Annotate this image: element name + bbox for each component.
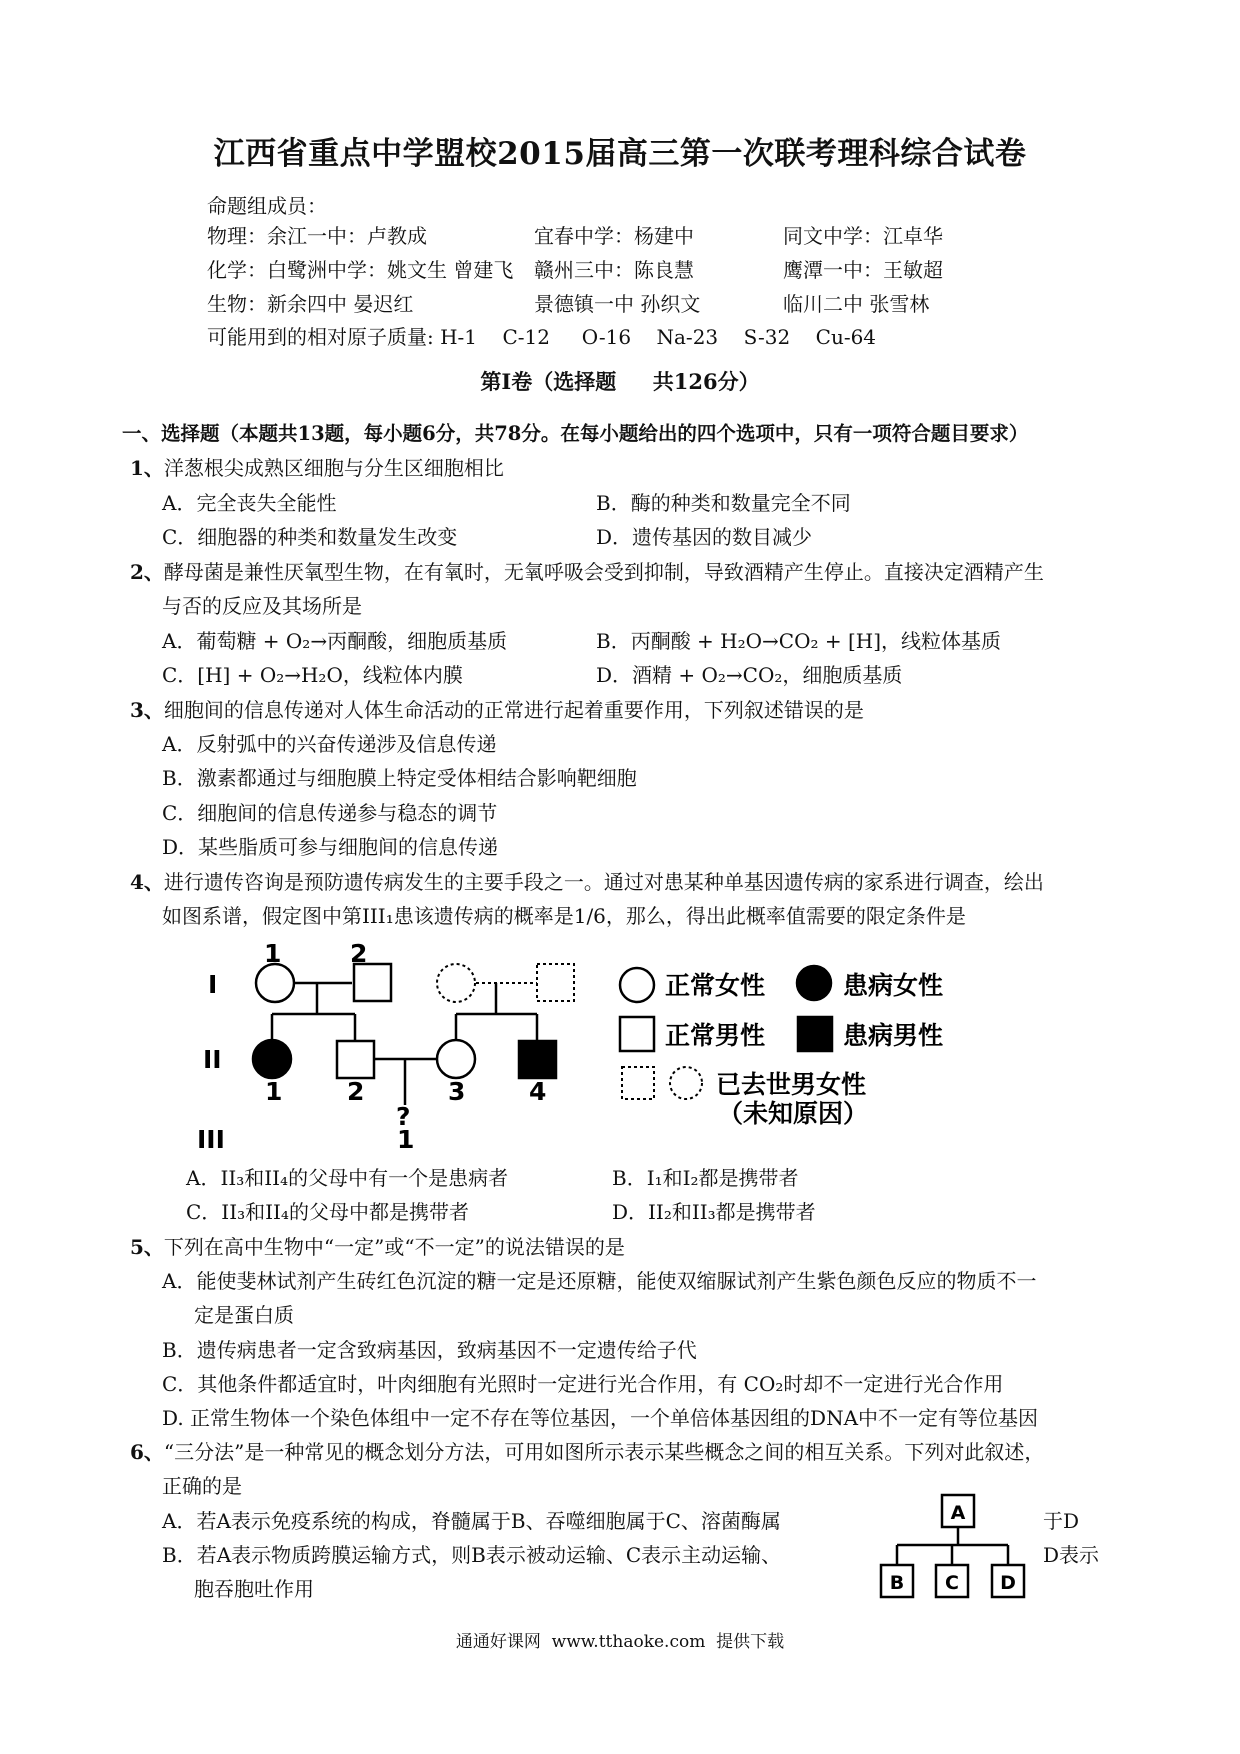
question-number: 1、 [130, 456, 164, 480]
q2-option-a: A．葡萄糖 + O₂→丙酮酸，细胞质基质 [162, 629, 508, 653]
pedigree-I1-normal-female [256, 964, 294, 1002]
question-number: 2、 [130, 560, 164, 584]
question-number: 4、 [130, 870, 164, 894]
committee-biology-1: 生物：新余四中 晏迟红 [207, 292, 414, 316]
question-number: 3、 [130, 698, 164, 722]
q1-option-b: B．酶的种类和数量完全不同 [596, 491, 851, 515]
question-text: 细胞间的信息传递对人体生命活动的正常进行起着重要作用，下列叙述错误的是 [163, 698, 864, 722]
pedigree-num-I2: 2 [350, 939, 368, 968]
question-6-stem [130, 1436, 1044, 1465]
legend-affected-female-symbol [797, 966, 831, 1000]
diagram-node-c: C [945, 1572, 959, 1594]
question-text: 洋葱根尖成熟区细胞与分生区细胞相比 [163, 456, 504, 480]
pedigree-num-II3: 3 [448, 1077, 466, 1106]
q4-option-c: C．II₃和II₄的父母中都是携带者 [186, 1200, 469, 1224]
atomic-masses: 可能用到的相对原子质量: H-1 C-12 O-16 Na-23 S-32 Cu-64 [207, 325, 877, 349]
committee-physics-3: 同文中学：江卓华 [783, 224, 943, 248]
legend-normal-female-symbol [620, 968, 654, 1002]
q4-option-b: B．I₁和I₂都是携带者 [612, 1166, 799, 1190]
pedigree-deceased-male [537, 964, 574, 1001]
three-way-classification-diagram [870, 1490, 1030, 1610]
pedigree-II2-normal-male [337, 1041, 374, 1078]
q1-option-a: A．完全丧失全能性 [162, 491, 337, 515]
footer-credit: 通通好课网 www.tthaoke.com 提供下载 [455, 1632, 785, 1652]
pedigree-num-II4: 4 [529, 1077, 547, 1106]
question-text: 酵母菌是兼性厌氧型生物，在有氧时，无氧呼吸会受到抑制，导致酒精产生停止。直接决定酒精产生 [163, 560, 1044, 584]
question-5-stem [130, 1231, 625, 1260]
question-4-stem-cont: 如图系谱，假定图中第III₁患该遗传病的概率是1/6，那么，得出此概率值需要的限定条件是 [162, 904, 966, 928]
legend-normal-male-label: 正常男性 [665, 1021, 766, 1050]
committee-biology-2: 景德镇一中 孙织文 [534, 292, 701, 316]
question-2-stem-cont: 与否的反应及其场所是 [162, 594, 362, 618]
q3-option-d: D．某些脂质可参与细胞间的信息传递 [162, 835, 499, 859]
legend-normal-male-symbol [620, 1017, 654, 1051]
q2-option-d: D．酒精 + O₂→CO₂，细胞质基质 [596, 663, 903, 687]
legend-affected-male-label: 患病男性 [843, 1021, 944, 1050]
q5-option-d: D. 正常生物体一个染色体组中一定不存在等位基因，一个单倍体基因组的DNA中不一定有等位基因 [162, 1406, 1039, 1430]
question-text: 下列在高中生物中“一定”或“不一定”的说法错误的是 [163, 1235, 625, 1259]
exam-title: 江西省重点中学盟校2015届高三第一次联考理科综合试卷 [213, 136, 1027, 172]
committee-biology-3: 临川二中 张雪林 [783, 292, 930, 316]
pedigree-II3-normal-female [437, 1040, 475, 1078]
committee-label: 命题组成员： [207, 194, 327, 218]
generation-label-II: II [203, 1045, 222, 1074]
q3-option-b: B．激素都通过与细胞膜上特定受体相结合影响靶细胞 [162, 766, 637, 790]
question-text: 进行遗传咨询是预防遗传病发生的主要手段之一。通过对患某种单基因遗传病的家系进行调查，绘出 [163, 870, 1044, 894]
section-title: 第I卷（选择题 共126分） [480, 369, 760, 394]
question-text: “三分法”是一种常见的概念划分方法，可用如图所示表示某些概念之间的相互关系。下列对此叙述， [163, 1440, 1045, 1464]
q4-option-d: D．II₂和II₃都是携带者 [612, 1200, 816, 1224]
diagram-node-a: A [950, 1502, 966, 1524]
legend-normal-female-label: 正常女性 [665, 971, 766, 1000]
diagram-node-d: D [1000, 1572, 1016, 1594]
committee-physics-2: 宜春中学：杨建中 [534, 224, 694, 248]
question-number: 5、 [130, 1235, 164, 1259]
pedigree-II4-affected-male [519, 1041, 556, 1078]
q2-option-c: C．[H] + O₂→H₂O，线粒体内膜 [162, 663, 463, 687]
q6-option-b-end: D表示 [1043, 1543, 1100, 1567]
q6-option-b-cont: 胞吞胞吐作用 [194, 1577, 314, 1601]
q5-option-a: A．能使斐林试剂产生砖红色沉淀的糖一定是还原糖，能使双缩脲试剂产生紫色颜色反应的物质不一 [162, 1269, 1037, 1293]
committee-physics-1: 物理：余江一中：卢教成 [207, 224, 427, 248]
legend-unknown-cause-label: （未知原因） [718, 1099, 869, 1128]
committee-chemistry-1: 化学：白鹭洲中学：姚文生 曾建飞 [207, 258, 514, 282]
legend-affected-female-label: 患病女性 [843, 971, 944, 1000]
diagram-node-b: B [889, 1572, 905, 1594]
pedigree-II1-affected-female [253, 1040, 291, 1078]
q5-option-a-cont: 定是蛋白质 [194, 1303, 294, 1327]
q5-option-c: C．其他条件都适宜时，叶肉细胞有光照时一定进行光合作用，有 CO₂时却不一定进行光合作用 [162, 1372, 1004, 1396]
pedigree-deceased-female [437, 964, 475, 1002]
q2-option-b: B．丙酮酸 + H₂O→CO₂ + [H]，线粒体基质 [596, 629, 1002, 653]
q1-option-d: D．遗传基因的数目减少 [596, 525, 813, 549]
q3-option-c: C．细胞间的信息传递参与稳态的调节 [162, 801, 498, 825]
q6-option-b: B．若A表示物质跨膜运输方式，则B表示被动运输、C表示主动运输、 [162, 1543, 782, 1567]
generation-label-III: III [197, 1125, 225, 1154]
pedigree-num-II2: 2 [347, 1077, 365, 1106]
committee-chemistry-3: 鹰潭一中：王敏超 [783, 258, 943, 282]
pedigree-num-II1: 1 [265, 1077, 283, 1106]
legend-deceased-label: 已去世男女性 [716, 1070, 867, 1099]
q1-option-c: C．细胞器的种类和数量发生改变 [162, 525, 458, 549]
pedigree-I2-normal-male [354, 964, 391, 1001]
legend-deceased-male-symbol [622, 1067, 654, 1099]
pedigree-question-mark: ? [396, 1102, 411, 1131]
legend-deceased-female-symbol [670, 1067, 702, 1099]
pedigree-num-I1: 1 [264, 939, 282, 968]
q5-option-b: B．遗传病患者一定含致病基因，致病基因不一定遗传给子代 [162, 1338, 697, 1362]
q3-option-a: A．反射弧中的兴奋传递涉及信息传递 [162, 732, 497, 756]
q6-option-a: A．若A表示免疫系统的构成，脊髓属于B、吞噬细胞属于C、溶菌酶属 [162, 1509, 781, 1533]
legend-affected-male-symbol [798, 1017, 832, 1051]
generation-label-I: I [208, 970, 218, 999]
question-6-stem-cont: 正确的是 [162, 1474, 242, 1498]
part-one-header: 一、选择题（本题共13题，每小题6分，共78分。在每小题给出的四个选项中，只有一项符合题目要求） [122, 422, 1029, 445]
q4-option-a: A．II₃和II₄的父母中有一个是患病者 [186, 1166, 509, 1190]
pedigree-num-III1: 1 [397, 1125, 415, 1154]
question-number: 6、 [130, 1440, 164, 1464]
committee-chemistry-2: 赣州三中：陈良慧 [534, 258, 694, 282]
q6-option-a-end: 于D [1043, 1509, 1080, 1533]
